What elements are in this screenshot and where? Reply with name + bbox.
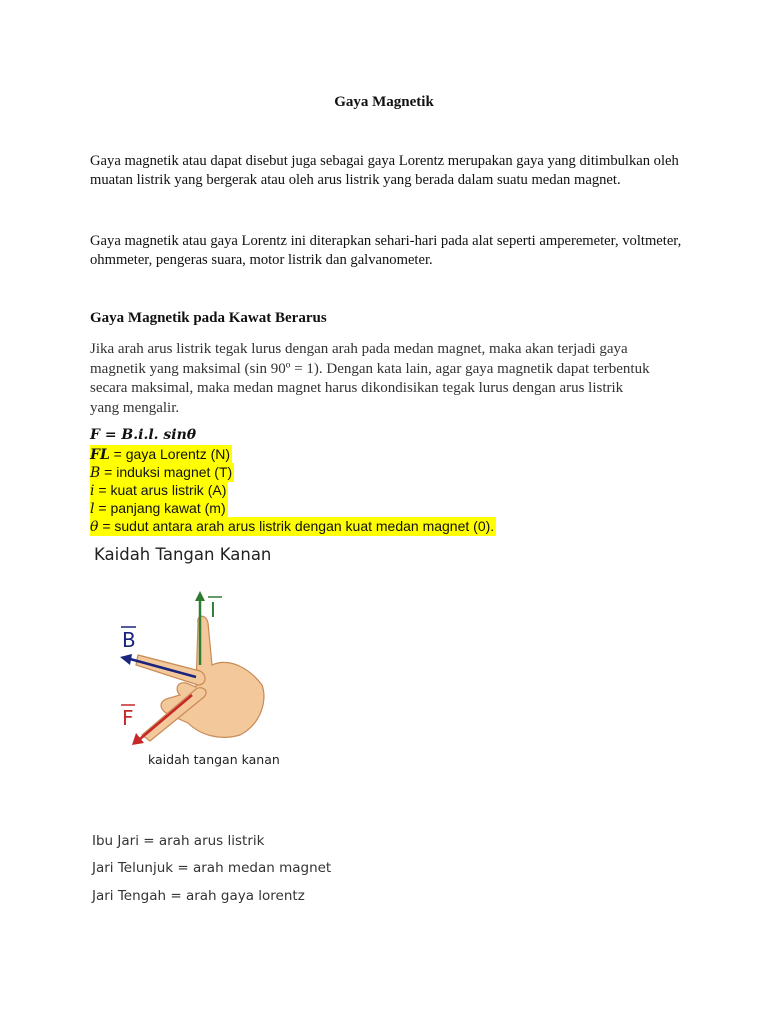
current-arrowhead: [195, 591, 205, 601]
definition-text: = induksi magnet (T): [100, 464, 233, 480]
definition-symbol: B: [90, 465, 101, 481]
right-hand-rule-illustration: [100, 585, 320, 750]
rule-index-finger: Jari Telunjuk = arah medan magnet: [92, 860, 332, 876]
label-f: F: [122, 706, 134, 730]
definition-l: [90, 499, 228, 518]
section-text: Jika arah arus listrik tegak lurus dengan arah pada medan magnet, maka akan terjadi gaya magnetik yang maksimal (sin 90º = 1). Dengan kata lain, agar gaya magnetik dapat terbentuk secara maksimal, maka medan magnet harus dikondisikan tegak lurus dengan arus listrik yang mengalir.: [90, 341, 650, 416]
definition-b: [90, 463, 234, 482]
paragraph-definition: Gaya magnetik atau dapat disebut juga sebagai gaya Lorentz merupakan gaya yang ditimbulkan oleh muatan listrik yang bergerak atau oleh arus listrik yang berada dalam suatu medan magnet.: [90, 153, 679, 188]
formula-main: F = B.i.l. sinθ: [90, 427, 197, 443]
definition-symbol: FL: [90, 447, 110, 463]
definition-text: = sudut antara arah arus listrik dengan kuat medan magnet (0).: [98, 518, 495, 534]
page-title: Gaya Magnetik: [334, 94, 434, 110]
definition-fl: [90, 445, 232, 464]
paragraph-applications: Gaya magnetik atau gaya Lorentz ini diterapkan sehari-hari pada alat seperti amperemeter, voltmeter, ohmmeter, pengeras suara, motor listrik dan galvanometer.: [90, 233, 682, 268]
section-heading: Gaya Magnetik pada Kawat Berarus: [90, 310, 327, 326]
definition-i: [90, 481, 228, 500]
figure-caption: kaidah tangan kanan: [148, 752, 280, 767]
definition-symbol: l: [90, 501, 95, 517]
rule-thumb: Ibu Jari = arah arus listrik: [92, 833, 265, 849]
label-i: I: [210, 598, 216, 622]
definition-theta: [90, 517, 496, 536]
field-arrowhead: [120, 654, 132, 665]
definition-symbol: i: [90, 483, 95, 499]
figure-title: Kaidah Tangan Kanan: [94, 545, 272, 564]
rule-middle-finger: Jari Tengah = arah gaya lorentz: [92, 888, 305, 904]
definition-text: = gaya Lorentz (N): [109, 446, 231, 462]
label-b: B: [122, 628, 136, 652]
definition-text: = kuat arus listrik (A): [94, 482, 227, 498]
definition-text: = panjang kawat (m): [94, 500, 226, 516]
definition-symbol: θ: [90, 519, 99, 535]
